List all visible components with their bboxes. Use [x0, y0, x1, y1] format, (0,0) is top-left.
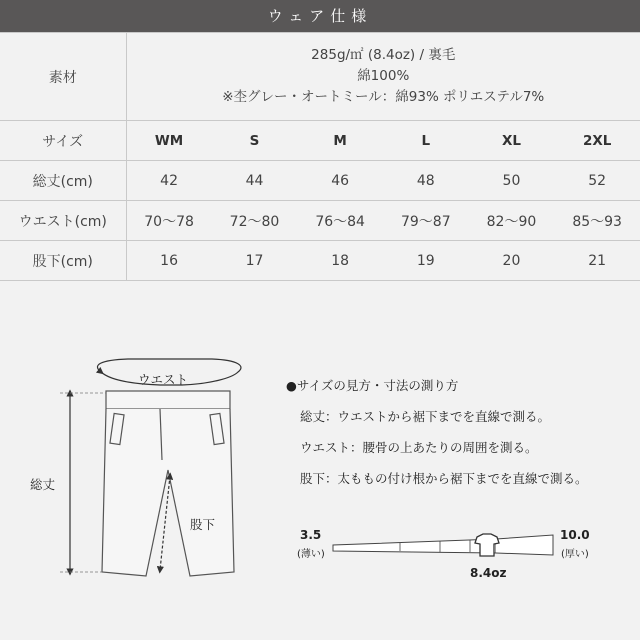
shorts-outline-icon: [102, 391, 234, 576]
inseam-cell: 20: [469, 241, 555, 281]
inseam-cell: 19: [383, 241, 469, 281]
material-line-1: 285g/㎡ (8.4oz) / 裏毛: [311, 47, 456, 63]
size-label: サイズ: [0, 121, 126, 161]
inseam-cell: 21: [554, 241, 640, 281]
material-line-2: 綿100%: [357, 68, 410, 84]
length-cell: 48: [383, 161, 469, 201]
length-cell: 46: [297, 161, 383, 201]
guide-item-waist: ウエスト：腰骨の上あたりの周囲を測る。: [300, 440, 538, 455]
thickness-max-value: 10.0: [560, 528, 590, 542]
spec-header: ウェア仕様: [0, 0, 640, 32]
size-cell: L: [383, 121, 469, 161]
waist-cell: 70〜78: [126, 201, 212, 241]
thickness-gauge: [333, 534, 553, 556]
waist-cell: 82〜90: [469, 201, 555, 241]
thickness-wedge-icon: [333, 539, 496, 553]
inseam-cell: 16: [126, 241, 212, 281]
waist-cell: 72〜80: [212, 201, 298, 241]
guide-item-inseam: 股下：太ももの付け根から裾下までを直線で測る。: [300, 471, 588, 486]
inseam-cell: 18: [297, 241, 383, 281]
length-diagram-label: 総丈: [30, 477, 56, 492]
length-cell: 44: [212, 161, 298, 201]
length-cell: 50: [469, 161, 555, 201]
size-cell: WM: [126, 121, 212, 161]
thickness-min-label: (薄い): [297, 549, 325, 560]
size-cell: 2XL: [554, 121, 640, 161]
waist-cell: 79〜87: [383, 201, 469, 241]
length-cell: 52: [554, 161, 640, 201]
length-cell: 42: [126, 161, 212, 201]
material-label: 素材: [0, 33, 126, 121]
guide-title: ●サイズの見方・寸法の測り方: [286, 378, 459, 393]
size-cell: M: [297, 121, 383, 161]
thickness-min-value: 3.5: [300, 528, 322, 542]
guide-item-length: 総丈：ウエストから裾下までを直線で測る。: [300, 409, 551, 424]
inseam-label: 股下(cm): [0, 241, 126, 281]
size-cell: S: [212, 121, 298, 161]
waist-label: ウエスト(cm): [0, 201, 126, 241]
inseam-diagram-label: 股下: [190, 517, 216, 532]
material-line-3: ※杢グレー・オートミール：綿93% ポリエステル7%: [222, 89, 545, 105]
thickness-current-value: 8.4oz: [470, 566, 507, 580]
length-label: 総丈(cm): [0, 161, 126, 201]
waist-diagram-label: ウエスト: [138, 372, 189, 387]
size-cell: XL: [469, 121, 555, 161]
waist-cell: 76〜84: [297, 201, 383, 241]
inseam-cell: 17: [212, 241, 298, 281]
waist-cell: 85〜93: [554, 201, 640, 241]
thickness-max-label: (厚い): [561, 549, 589, 560]
